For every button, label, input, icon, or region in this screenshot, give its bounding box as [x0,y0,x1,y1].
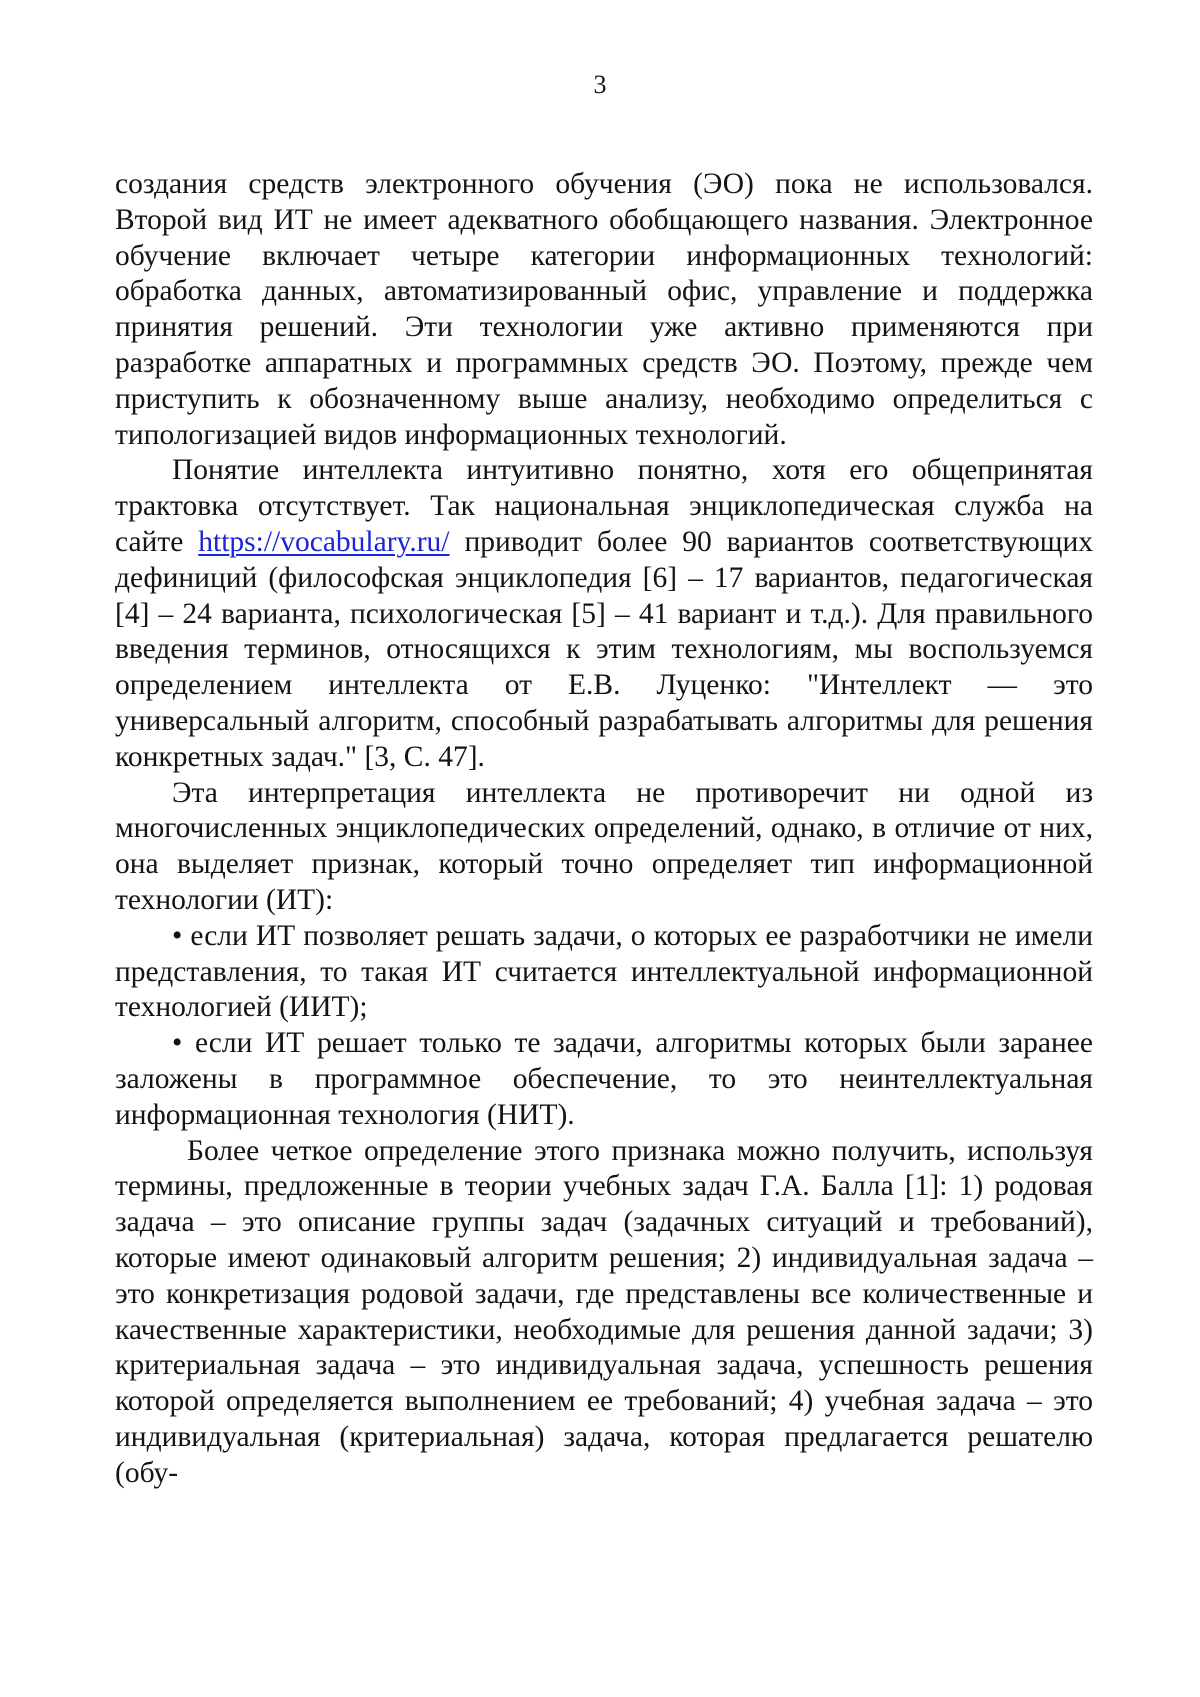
document-body [115,167,1093,1491]
paragraph-continuation: создания средств электронного обучения (ЭО) пока не использовался. Второй вид ИТ не имеет адекватного обобщающего названия. Электронное обучение включает четыре категории информационных технологий: обработка данных, автоматизированный офис, управление и поддержка принятия решений. Эти технологии уже активно применяются при разработке аппаратных и программных средств ЭО. Поэтому, прежде чем приступить к обозначенному выше анализу, необходимо определиться с типологизацией видов информационных технологий. [115,168,1093,451]
vocabulary-link[interactable]: https://vocabulary.ru/ [198,525,450,558]
page-number: 3 [593,70,607,99]
bullet-item-nit: • если ИТ решает только те задачи, алгоритмы которых были заранее заложены в программное обеспечение, то это неинтеллектуальная информационная технология (НИТ). [115,1027,1093,1131]
paragraph-text-after-link: приводит более 90 вариантов соответствующих дефиниций (философская энциклопедия [6] – 17 вариантов, педагогическая [4] – 24 варианта, психологическая [5] – 41 вариант и т.д.). Для правильного введения терминов, относящихся к этим технологиям, мы воспользуемся определением интеллекта от Е.В. Луценко: "Интеллект — это универсальный алгоритм, способный разрабатывать алгоритмы для решения конкретных задач." [3, С. 47]. [115,525,1093,773]
paragraph-task-theory: Более четкое определение этого признака можно получить, используя термины, предложенные в теории учебных задач Г.А. Балла [1]: 1) родовая задача – это описание группы задач (задачных ситуаций и требований), которые имеют одинаковый алгоритм решения; 2) индивидуальная задача – это конкретизация родовой задачи, где представлены все количественные и качественные характеристики, необходимые для решения данной задачи; 3) критериальная задача – это индивидуальная задача, успешность решения которой определяется выполнением ее требований; 4) учебная задача – это индивидуальная (критериальная) задача, которая предлагается решателю (обу- [115,1134,1093,1489]
paragraph-intelligence-concept [115,453,1093,775]
bullet-item-iit: • если ИТ позволяет решать задачи, о которых ее разработчики не имели представления, то такая ИТ считается интеллектуальной информационной технологией (ИИТ); [115,919,1093,1024]
paragraph-interpretation: Эта интерпретация интеллекта не противоречит ни одной из многочисленных энциклопедических определений, однако, в отличие от них, она выделяет признак, который точно определяет тип информационной технологии (ИТ): [115,776,1093,916]
paragraph-text-before-link: Понятие интеллекта интуитивно понятно, хотя его общепринятая трактовка отсутствует. Так национальная энциклопедическая служба на сайте [115,454,1093,558]
